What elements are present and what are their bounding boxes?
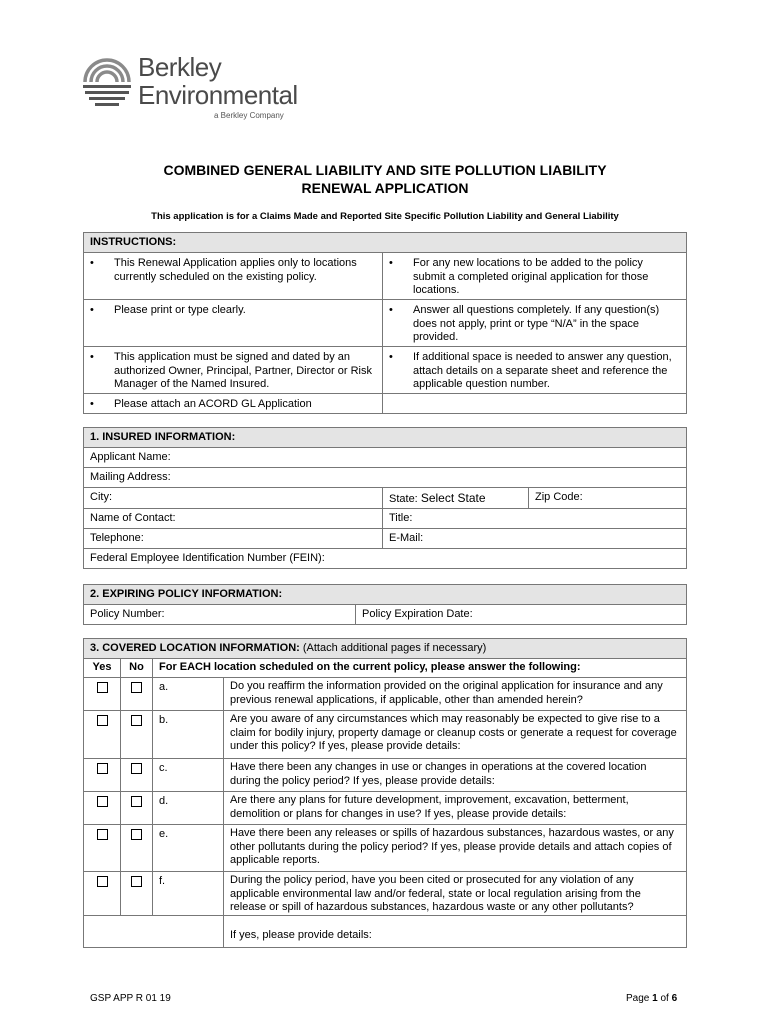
state-select[interactable]: Select State bbox=[420, 491, 486, 505]
telephone-field[interactable]: Telephone: bbox=[84, 529, 383, 549]
policy-expiration-field[interactable]: Policy Expiration Date: bbox=[356, 605, 687, 625]
instruction-item: Please attach an ACORD GL Application bbox=[114, 398, 312, 410]
logo-tagline: a Berkley Company bbox=[214, 111, 284, 120]
checkbox-yes-b[interactable] bbox=[97, 715, 108, 726]
page-total: 6 bbox=[671, 993, 678, 1004]
question-letter: a. bbox=[153, 678, 224, 711]
details-field[interactable]: If yes, please provide details: bbox=[224, 915, 687, 947]
page-indicator bbox=[626, 993, 677, 1004]
covered-header-note: (Attach additional pages if necessary) bbox=[302, 642, 487, 654]
checkbox-yes-c[interactable] bbox=[97, 763, 108, 774]
column-yes: Yes bbox=[84, 659, 121, 678]
question-text: Are there any plans for future development, improvement, excavation, betterment, demolition or plans for changes in use? If yes, please provide details: bbox=[224, 792, 687, 825]
question-text: During the policy period, have you been cited or prosecuted for any violation of any applicable environmental law and/or federal, state or local regulation arising from the release or spill of hazardous substances, hazardous waste or any other pollutants? bbox=[224, 872, 687, 916]
column-no: No bbox=[121, 659, 153, 678]
checkbox-no-f[interactable] bbox=[131, 876, 142, 887]
question-text: Are you aware of any circumstances which may reasonably be expected to give rise to a claim for bodily injury, property damage or cleanup costs or generate a request for coverage under this policy? If yes, please provide details: bbox=[224, 711, 687, 759]
mailing-address-field[interactable]: Mailing Address: bbox=[84, 468, 687, 488]
insured-header: 1. INSURED INFORMATION: bbox=[84, 428, 687, 448]
checkbox-no-e[interactable] bbox=[131, 829, 142, 840]
instruction-item: Answer all questions completely. If any question(s) does not apply, print or type “N/A” in the space provided. bbox=[413, 304, 660, 343]
checkbox-yes-d[interactable] bbox=[97, 796, 108, 807]
covered-location-table bbox=[83, 638, 687, 948]
page-subtitle: This application is for a Claims Made and Reported Site Specific Pollution Liability and General Liability bbox=[151, 211, 619, 222]
checkbox-no-a[interactable] bbox=[131, 682, 142, 693]
question-text: Do you reaffirm the information provided on the original application for insurance and any previous renewal applications, if applicable, other than amended herein? bbox=[224, 678, 687, 711]
instruction-item-empty bbox=[383, 394, 687, 414]
form-number: GSP APP R 01 19 bbox=[90, 993, 171, 1004]
policy-number-field[interactable]: Policy Number: bbox=[84, 605, 356, 625]
page-number: 1 bbox=[652, 993, 658, 1004]
logo-environmental: Environmental bbox=[138, 80, 298, 110]
zip-code-field[interactable]: Zip Code: bbox=[529, 488, 687, 509]
question-letter: d. bbox=[153, 792, 224, 825]
instruction-item: This application must be signed and dated by an authorized Owner, Principal, Partner, Director or Risk Manager of the Named Insured. bbox=[114, 351, 372, 390]
state-label: State: bbox=[389, 493, 418, 505]
fein-field[interactable]: Federal Employee Identification Number (FEIN): bbox=[84, 549, 687, 569]
instructions-table: INSTRUCTIONS: • This Renewal Application applies only to locations currently scheduled on the existing policy. • For any new locations to be added to the policy submit a completed original application for those locations. • Please print or type clearly. • Answer all questions completely. If any question(s) does not apply, print or type “N/A” in the space provided. • This application must be signed and dated by an authorized Owner, Principal, Partner, Director or Risk Manager of the Named Insured. • If additional space is needed to answer any question, attach details on a separate sheet and reference the applicable question number. • Please attach an ACORD GL Application bbox=[83, 232, 687, 414]
page-title-line2: RENEWAL APPLICATION bbox=[301, 180, 469, 196]
checkbox-yes-e[interactable] bbox=[97, 829, 108, 840]
expiring-policy-table bbox=[83, 584, 687, 625]
checkbox-yes-f[interactable] bbox=[97, 876, 108, 887]
instruction-item: This Renewal Application applies only to locations currently scheduled on the existing policy. bbox=[114, 257, 357, 283]
applicant-name-field[interactable]: Applicant Name: bbox=[84, 448, 687, 468]
checkbox-yes-a[interactable] bbox=[97, 682, 108, 693]
question-letter: b. bbox=[153, 711, 224, 759]
logo-berkley: Berkley bbox=[138, 52, 222, 82]
checkbox-no-b[interactable] bbox=[131, 715, 142, 726]
page-title-line1: COMBINED GENERAL LIABILITY AND SITE POLLUTION LIABILITY bbox=[163, 162, 607, 178]
berkley-logo-mark-icon bbox=[82, 57, 132, 107]
checkbox-no-c[interactable] bbox=[131, 763, 142, 774]
contact-name-field[interactable]: Name of Contact: bbox=[84, 509, 383, 529]
page-prefix: Page bbox=[626, 993, 653, 1004]
state-field[interactable] bbox=[383, 488, 529, 509]
covered-header-title: 3. COVERED LOCATION INFORMATION: bbox=[90, 642, 300, 654]
checkbox-no-d[interactable] bbox=[131, 796, 142, 807]
instruction-item: For any new locations to be added to the policy submit a completed original application for those locations. bbox=[413, 257, 649, 296]
title-field[interactable]: Title: bbox=[383, 509, 687, 529]
column-question: For EACH location scheduled on the current policy, please answer the following: bbox=[153, 659, 687, 678]
question-letter: f. bbox=[153, 872, 224, 916]
instruction-item: If additional space is needed to answer any question, attach details on a separate sheet and reference the applicable question number. bbox=[413, 351, 672, 390]
question-text: Have there been any changes in use or changes in operations at the covered location during the policy period? If yes, please provide details: bbox=[224, 759, 687, 792]
covered-header bbox=[84, 639, 687, 659]
question-letter: c. bbox=[153, 759, 224, 792]
expiring-header: 2. EXPIRING POLICY INFORMATION: bbox=[84, 585, 687, 605]
instruction-item: Please print or type clearly. bbox=[114, 304, 246, 316]
page-of: of bbox=[657, 993, 672, 1004]
question-letter: e. bbox=[153, 825, 224, 872]
question-text: Have there been any releases or spills of hazardous substances, hazardous wastes, or any other pollutants during the policy period? If yes, please provide details and attach copies of applicable reports. bbox=[224, 825, 687, 872]
insured-information-table bbox=[83, 427, 687, 569]
email-field[interactable]: E-Mail: bbox=[383, 529, 687, 549]
instructions-header: INSTRUCTIONS: bbox=[84, 233, 687, 253]
city-field[interactable]: City: bbox=[84, 488, 383, 509]
